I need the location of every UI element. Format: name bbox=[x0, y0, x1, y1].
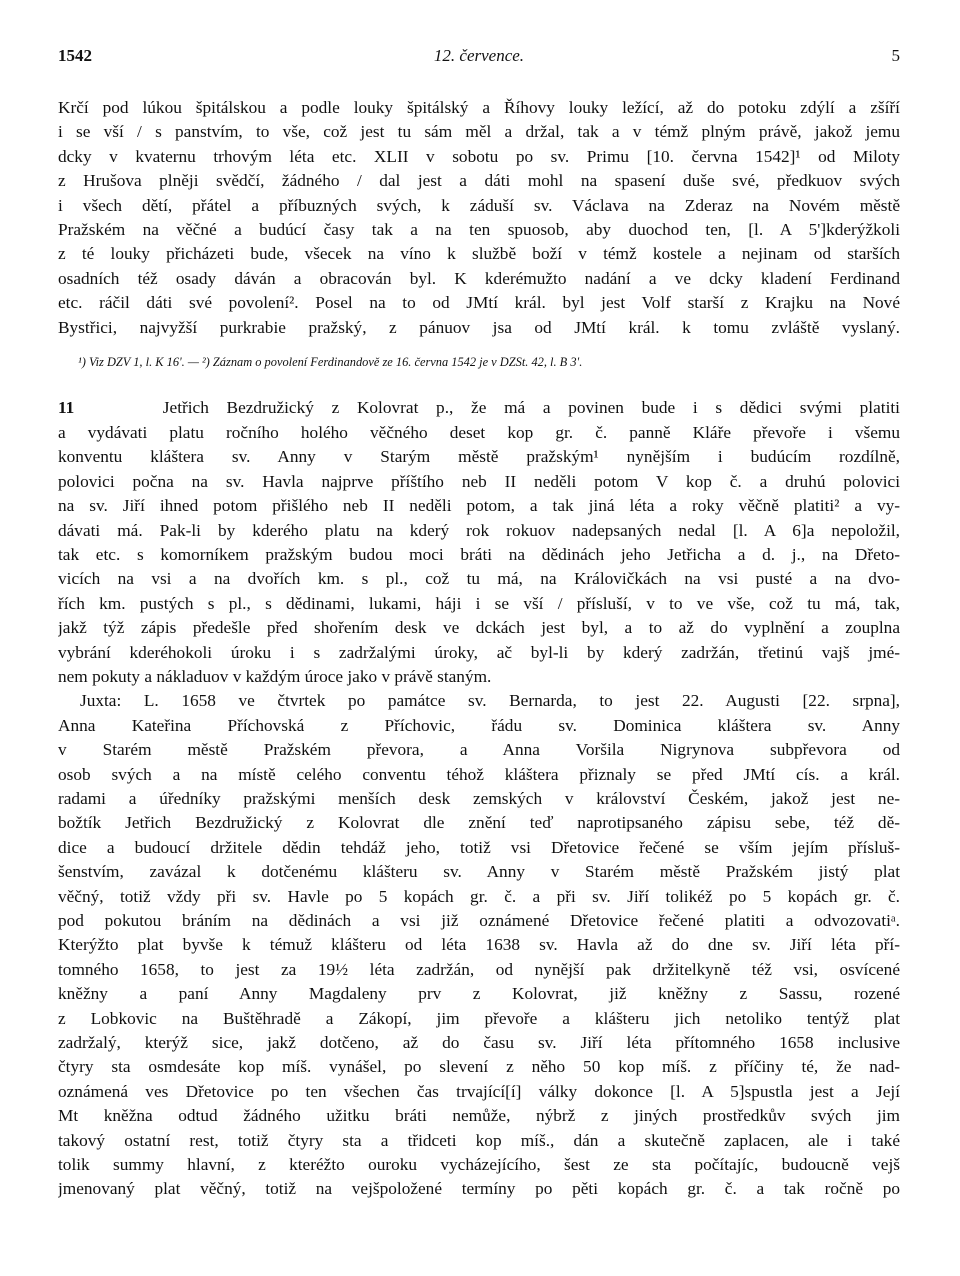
text-line: dice a budoucí držitele dědin tehdáž jeho, totiž vsi Dřetovice řečené se vším jejím přísluš- bbox=[58, 837, 900, 857]
text-line: zadržalý, kterýž sice, jakž dotčeno, až do času sv. Jiří léta přítomného 1658 inclusive bbox=[58, 1033, 900, 1053]
text-line: božtík Jetřich Bezdružický z Kolovrat dle znění teď naprotipsaného zápisu sebe, též dě- bbox=[58, 813, 900, 833]
text-line: a vydávati platu ročního holého věčného deset kop gr. č. panně Kláře převoře i všemu bbox=[58, 422, 900, 442]
text-line: Mt kněžna odtud žádného užitku bráti nemůže, nýbrž z jiných prostředkův svých jim bbox=[58, 1106, 900, 1126]
text-line: vybrání kderéhokoli úroku i s zadržalými úroky, ač byl-li by kderý zadržán, třetinú vajš jmé- bbox=[58, 642, 900, 662]
text-line: osob svých a na místě celého conventu téhož kláštera přiznaly se před JMtí cís. a král. bbox=[58, 764, 900, 784]
text-line: etc. ráčil dáti své povolení². Posel na to od JMtí král. byl jest Volf starší z Krajku na Nové bbox=[58, 293, 900, 313]
text-line: z Lobkovic na Buštěhradě a Zákopí, jim převoře a klášteru jich netoliko tentýž plat bbox=[58, 1008, 900, 1028]
text-line: radami a úředníky pražskými menších desk zemských v království Českém, jakož jest ne- bbox=[58, 788, 900, 808]
text-line: šenstvím, zavázal k dotčenému klášteru sv. Anny v Starém městě Pražském jistý plat bbox=[58, 862, 900, 882]
section-1-paragraph bbox=[58, 96, 900, 340]
text-line: na sv. Jiří ihned potom přišlého neb II neděli potom, a tak jiná léta a roky věčně platiti² a vy- bbox=[58, 496, 900, 516]
text-line: v Starém městě Pražském převora, a Anna Voršila Nigrynova subpřevora od bbox=[58, 740, 900, 760]
text-line: Krčí pod lúkou špitálskou a podle louky špitálský a Říhovy louky ležící, až do potoku zdýlí a zšíří bbox=[58, 98, 900, 117]
text-line: jakž týž zápis předešle před shořením desk ve dckách jest byl, a to až do vyplnění a zouplna bbox=[58, 618, 900, 638]
page-number: 5 bbox=[891, 46, 900, 65]
section-gap bbox=[58, 374, 900, 396]
text-line: i všech dětí, přátel a příbuzných svých, k záduší sv. Václava na Zderaz na Novém městě bbox=[58, 195, 900, 215]
section-2-entry bbox=[58, 396, 900, 1201]
text-line: i se vší / s panstvím, to vše, což jest tu sám měl a držal, tak a v témž plným právě, jakož jemu bbox=[58, 122, 900, 142]
header-year: 1542 bbox=[58, 46, 92, 65]
text-line: pod pokutou bráním na dědinách a vsi již oznámené Dřetovice řečené platiti a odvozovatiᵃ. bbox=[58, 911, 900, 930]
text-line: tolik summy hlavní, z kteréžto ouroku vycházejícího, šest ze sta počítajíc, budoucně vejš bbox=[58, 1155, 900, 1175]
text-line: Anna Kateřina Příchovská z Příchovic, řádu sv. Dominica kláštera sv. Anny bbox=[58, 715, 900, 735]
juxta-first-line: Juxta: L. 1658 ve čtvrtek po památce sv. Bernarda, to jest 22. Augusti [22. srpna], bbox=[80, 691, 900, 711]
text-line: z Hrušova plněji svědčí, žádného / dal jest a dáti mohl na spasení duše své, předkuov svých bbox=[58, 171, 900, 191]
main-text bbox=[58, 96, 900, 1202]
text-line: dcky v kvaternu trhovým léta etc. XLII v sobotu po sv. Primu [10. června 1542]¹ od Miloty bbox=[58, 146, 900, 166]
entry-first-line-text: Jetřich Bezdružický z Kolovrat p., že má a povinen bude i s dědici svými platiti bbox=[162, 398, 900, 418]
document-page bbox=[58, 46, 900, 1202]
text-line: nem pokuty a nákladuov v každým úroce jako v právě staným. bbox=[58, 666, 492, 686]
text-line: polovici počna na sv. Havla najprve příštího neb II neděli potom V kop č. a druhú polovici bbox=[58, 471, 900, 491]
text-line: dávati má. Pak-li by kderého platu na kderý rok rokuov nadepsaných nedal [l. A 6]a nepoložil, bbox=[58, 520, 900, 540]
entry-number: 11 bbox=[58, 398, 75, 418]
text-line: oznámená ves Dřetovice po ten všechen čas trvající[í] války dokonce [l. A 5]spustla jest a Její bbox=[58, 1081, 900, 1101]
entry-first-line bbox=[58, 396, 900, 420]
text-line: Bystřici, najvyžší purkrabie pražský, z pánuov jsa od JMtí král. k tomu zvláště vyslaný. bbox=[58, 317, 900, 337]
text-line: věčný, totiž vždy při sv. Havle po 5 kopách gr. č. a při sv. Jiří tolikéž po 5 kopách gr. č. bbox=[58, 886, 900, 906]
text-line: vicích na vsi a na dvořích km. s pl., což tu má, na Královičkách na vsi pusté a na dvo- bbox=[58, 569, 900, 589]
text-line: řích km. pustých s pl., s dědinami, lukami, háji i se vší / přísluší, v to ve vše, což tu má, tak, bbox=[58, 593, 900, 613]
text-line: kněžny a paní Anny Magdaleny prv z Kolovrat, již kněžny z Sassu, rozené bbox=[58, 984, 900, 1004]
text-line: osadních též osady dáván a obracován byl. K kderémužto nadání a ve dcky kladení Ferdinand bbox=[58, 268, 900, 288]
text-line: Pražském na věčné a budúcí časy tak a na ten spuosob, aby duochod ten, [l. A 5']kderýžkoli bbox=[58, 220, 900, 240]
text-line: z té louky přicházeti bude, všecek na víno k službě boží v témž kostele a nejinam od starších bbox=[58, 244, 900, 264]
text-line: takový ostatní rest, totiž čtyry sta a třidceti kop míš., dán a skutečně zaplacen, ale i také bbox=[58, 1130, 900, 1150]
text-line: jmenovaný plat věčný, totiž na vejšpoložené termíny po pěti kopách gr. č. a tak ročně po bbox=[58, 1179, 900, 1199]
text-line: Kterýžto plat byvše k témuž klášteru od léta 1638 sv. Havla až do dne sv. Jiří léta pří- bbox=[58, 935, 900, 955]
text-line: čtyry sta osmdesáte kop míš. vynášel, po slevení z něho 50 kop míš. z příčiny té, že nad- bbox=[58, 1057, 900, 1077]
text-line: tak etc. s komorníkem pražským budou moci bráti na dědinách jeho Jetřicha a d. j., na Dřeto- bbox=[58, 544, 900, 564]
text-line: tomného 1658, to jest za 19½ léta zadržán, od nynější pak držitelkyně též vsi, osvícené bbox=[58, 959, 900, 979]
footnote: ¹) Viz DZV 1, l. K 16'. — ²) Záznam o povolení Ferdinandově ze 16. června 1542 je v DZSt. 42, l. B 3'. bbox=[78, 355, 583, 370]
page-header bbox=[58, 46, 900, 74]
text-line: konventu kláštera sv. Anny v Starým městě pražským¹ nynějším i budúcím rozdílně, bbox=[58, 447, 900, 467]
header-date: 12. července. bbox=[433, 46, 525, 65]
